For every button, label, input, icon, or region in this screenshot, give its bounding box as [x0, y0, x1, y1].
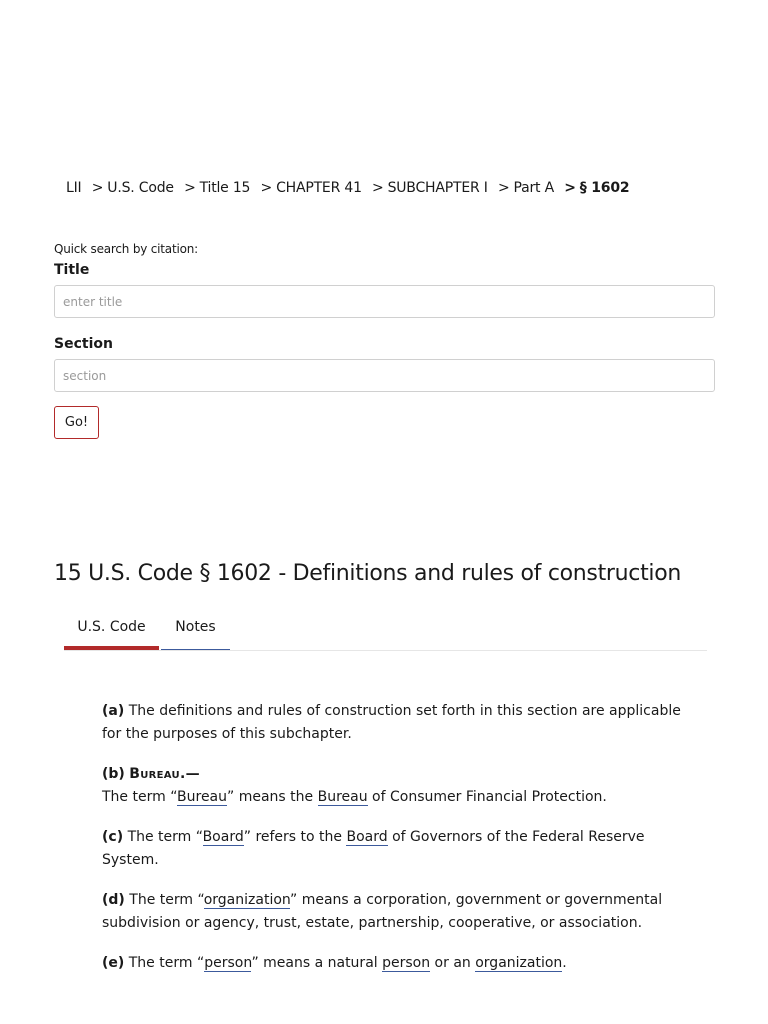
title-input[interactable]: [54, 285, 715, 318]
definition-link-organization[interactable]: organization: [203, 892, 291, 908]
quick-search-label: Quick search by citation:: [54, 242, 198, 256]
citation-search-form: [54, 242, 715, 439]
breadcrumb-part-a[interactable]: Part A: [513, 180, 554, 196]
subsection-number: (c): [102, 829, 124, 845]
definition-link-bureau[interactable]: Bureau: [177, 789, 228, 805]
breadcrumb-us-code[interactable]: U.S. Code: [107, 180, 174, 196]
subsection-number: (d): [102, 892, 125, 908]
breadcrumb-current-label: § 1602: [579, 180, 630, 196]
subsection-text: ” means a corporation, government or governmental subdivision or agency, trust, estate, partnership, cooperative, or association.: [102, 892, 663, 931]
breadcrumb-lii[interactable]: LII: [66, 180, 82, 196]
subsection-e: [102, 952, 692, 975]
statute-text: [102, 700, 692, 992]
definition-link-board[interactable]: Board: [202, 829, 244, 845]
breadcrumb-title-15[interactable]: Title 15: [199, 180, 251, 196]
subsection-text: ” means the: [227, 789, 318, 805]
subsection-text: .: [562, 955, 567, 971]
breadcrumb-subchapter-i[interactable]: SUBCHAPTER I: [387, 180, 488, 196]
breadcrumb: [66, 180, 629, 196]
title-field-label: Title: [54, 262, 90, 278]
subsection-c: [102, 826, 692, 872]
section-field-label: Section: [54, 336, 113, 352]
go-button[interactable]: Go!: [54, 406, 99, 439]
breadcrumb-separator: >: [184, 180, 196, 196]
tab-us-code[interactable]: U.S. Code: [64, 608, 159, 650]
breadcrumb-separator: >: [260, 180, 273, 196]
subsection-number: (a): [102, 703, 125, 719]
subsection-number: (e): [102, 955, 125, 971]
breadcrumb-separator: >: [91, 180, 104, 196]
subsection-d: [102, 889, 692, 935]
subsection-text: or an: [430, 955, 476, 971]
subsection-text: The definitions and rules of construction set forth in this section are applicable for the purposes of this subchapter.: [102, 703, 681, 742]
definition-link-bureau[interactable]: Bureau: [317, 789, 368, 805]
page-title: 15 U.S. Code § 1602 - Definitions and rules of construction: [54, 561, 682, 586]
definition-link-person[interactable]: person: [382, 955, 431, 971]
subsection-a: [102, 700, 692, 746]
subsection-number: (b): [102, 766, 125, 782]
breadcrumb-chapter-41[interactable]: CHAPTER 41: [276, 180, 362, 196]
subsection-text: of Governors of the Federal Reserve System.: [102, 829, 645, 868]
subsection-b: [102, 763, 692, 809]
definition-link-person[interactable]: person: [204, 955, 252, 971]
tab-notes[interactable]: Notes: [161, 608, 230, 650]
definition-link-board[interactable]: Board: [346, 829, 388, 845]
breadcrumb-separator: >: [497, 180, 510, 196]
subsection-text: ” refers to the: [243, 829, 347, 845]
definition-link-organization[interactable]: organization: [475, 955, 563, 971]
subsection-text: of Consumer Financial Protection.: [367, 789, 607, 805]
breadcrumb-separator: >: [564, 180, 576, 196]
subsection-text: The term “: [129, 892, 204, 908]
subsection-heading: Bureau.—: [129, 766, 200, 782]
subsection-text: The term “: [127, 829, 203, 845]
breadcrumb-separator: >: [372, 180, 384, 196]
content-tabs: [64, 608, 707, 651]
breadcrumb-current: [558, 180, 629, 196]
subsection-text: The term “: [102, 789, 178, 805]
subsection-text: ” means a natural: [251, 955, 383, 971]
subsection-text: The term “: [128, 955, 205, 971]
section-input[interactable]: [54, 359, 715, 392]
